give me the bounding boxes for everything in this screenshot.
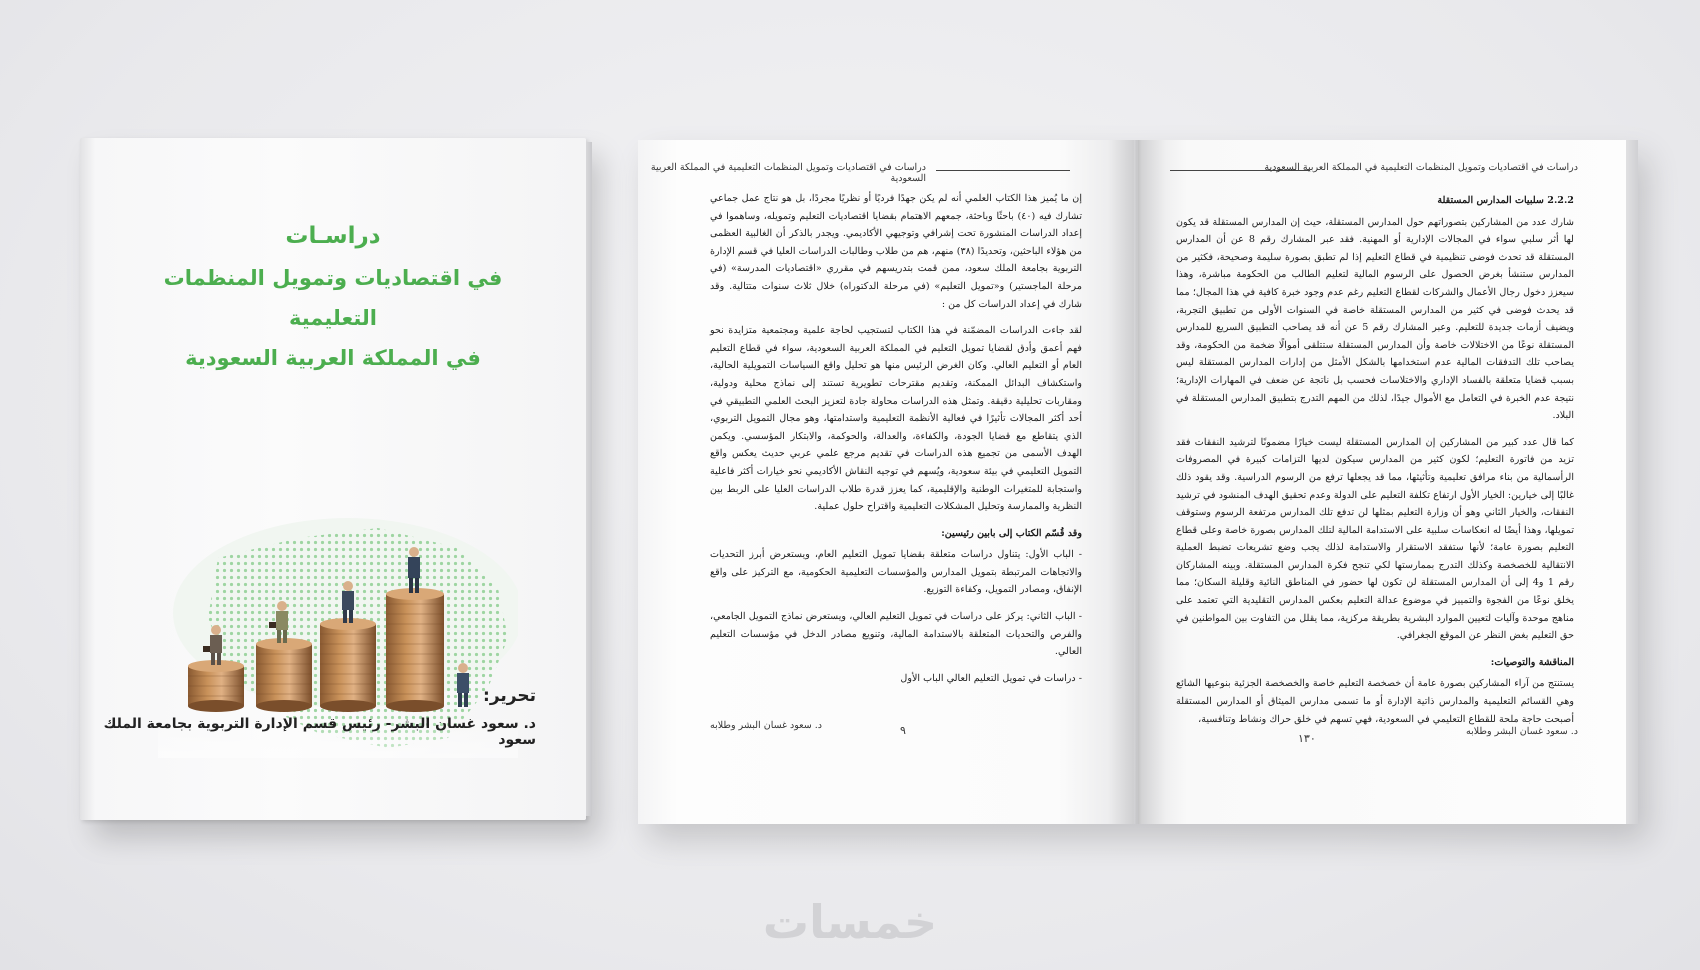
- right-footer-author: د. سعود غسان البشر وطلابه: [1466, 726, 1578, 737]
- section-heading: 2.2.2 سلبيات المدارس المستقلة: [1437, 195, 1574, 206]
- right-paragraph-1: شارك عدد من المشاركين بتصوراتهم حول المدارس المستقلة، حيث إن المدارس المستقلة قد يكون لها أثر سلبي سواء في المجالات الإدارية أو المهنية. فقد عبر المشارك رقم 8 عن أن المدارس المستقلة قد تحدث فوضى تنظيمية في قطاع التعليم إذا لم تطبق بصورة سليمة وصحيحة، فكثير من المدارس ستنشأ بغرض الحصول على الرسوم المالية لتعليم الطالب من الحكومة مباشرة، وهذا سيعزز دخول رجال الأعمال والشركات لقطاع التعليم رغم عدم وجود خبرة كافية في هذا المجال؛ مما قد يحدث فوضى في كثير من المدارس المستقلة خاصة في السنوات الأولى من تطبيق التجربة، ويضيف أزمات جديدة للتعليم. وعبر المشارك رقم 5 عن أنه قد يصاحب التطبيق السريع للمدارس المستقلة نوعًا من الاختلالات خاصة وأن المدارس المستقلة ستتلقى أموالًا ضخمة من الحكومة، وقد يصاحب تلك التدفقات المالية عدم استخدامها بالشكل الأمثل من إدارات المدارس المستقلة ليس بسبب قضايا متعلقة بالفساد الإداري والاختلاسات فحسب بل ناتجة عن ضعف في المهارات الإدارية؛ نتيجة عدم الخبرة في التعامل مع الأموال جيدًا، لذلك من المهم التدرج بتطبيق المدارس المستقلة في البلاد.: [1176, 216, 1575, 422]
- book-gutter: [1108, 140, 1166, 824]
- open-book: [638, 140, 1638, 824]
- watermark-logo: خمسات: [762, 895, 938, 949]
- right-page-number: ١٣٠: [1298, 732, 1316, 745]
- page-stack-edge: [1626, 140, 1638, 824]
- discussion-heading: المناقشة والتوصيات:: [1490, 656, 1574, 668]
- right-closing-paragraph: يستنتج من آراء المشاركين بصورة عامة أن خصخصة التعليم خاصة والخصخصة الجزئية بنوعيها الشائع وهي القسائم التعليمية والمدارس ذاتية الإدارة أو ما تسمى مدارس الميثاق أو المدارس المستقلة أصبحت حاجة ملحة للقطاع التعليمي في السعودية، فهي تسهم في خلق حراك ونشاط وتنافسية،: [1176, 678, 1574, 725]
- editor-name: د. سعود غسان البشر- رئيس قسم الإدارة التربوية بجامعة الملك سعود: [103, 716, 536, 748]
- left-footer-author: د. سعود غسان البشر وطلابه: [710, 720, 822, 731]
- bullet-part-1: - الباب الأول: يتناول دراسات متعلقة بقضايا تمويل التعليم العام، ويستعرض أبرز التحديات والاتجاهات المرتبطة بتمويل المدارس والمؤسسات التعليمية الحكومية، مع التركيز على واقع الإنفاق، ومصادر التمويل، وكفاءة التوزيع.: [710, 549, 1082, 596]
- bullet-part-3: - دراسات في تمويل التعليم العالي الباب الأول: [900, 672, 1082, 684]
- book-cover-edge: [586, 142, 592, 816]
- left-paragraph-2: لقد جاءت الدراسات المضمّنة في هذا الكتاب لتستجيب لحاجة علمية ومجتمعية متزايدة نحو فهم أعمق وأدق لقضايا تمويل التعليم في المملكة العربية السعودية، سواء في قطاع التعليم العام أو التعليم العالي. وكان الغرض الرئيس منها هو تحليل واقع السياسات التمويلية الحالية، واستكشاف البدائل الممكنة، وتقديم مقترحات تطويرية تستند إلى نماذج محلية ودولية، ومقاربات تحليلية دقيقة. وتمثل هذه الدراسات محاولة جادة لتعزيز البحث العلمي التطبيقي في أحد أكثر المجالات تأثيرًا في فعالية الأنظمة التعليمية واستدامتها، وهو مجال التمويل التربوي، الذي يتقاطع مع قضايا الجودة، والكفاءة، والعدالة، والحوكمة، والابتكار المؤسسي. ويكمن الهدف الأسمى من تجميع هذه الدراسات في تقديم مرجع علمي عربي حديث يعكس واقع التمويل التعليمي في بيئة سعودية، ويُسهم في توجيه النقاش الأكاديمي نحو خيارات أكثر فاعلية واستجابة للمتغيرات الوطنية والإقليمية، كما يعزز قدرة طلاب الدراسات العليا على الربط بين النظرية والممارسة وتحليل المشكلات التعليمية واقتراح حلول عملية.: [710, 325, 1082, 513]
- left-page: [638, 140, 1134, 824]
- cover-title-line-1: دراسـات: [285, 223, 381, 249]
- right-running-header: دراسات في اقتصاديات وتمويل المنظمات التعليمية في المملكة العربية السعودية: [1264, 162, 1578, 173]
- left-page-number: ٩: [900, 724, 906, 737]
- left-running-header: دراسات في اقتصاديات وتمويل المنظمات التعليمية في المملكة العربية السعودية: [650, 162, 926, 184]
- right-paragraph-2: كما قال عدد كبير من المشاركين إن المدارس المستقلة ليست خيارًا مضمونًا لترشيد النفقات فقد تزيد من فاتورة التعليم؛ لكون كثير من المدارس سيكون لديها التزامات كبيرة في المصروفات الرأسمالية من بناء مرافق تعليمية وتأثيثها، مما قد يجعلها ترفع من الرسوم الدراسية. وقد يقود ذلك غالبًا إلى خيارين: الخيار الأول ارتفاع تكلفة التعليم على الدولة وعدم تحقيق الهدف المنشود في ترشيد النفقات، والخيار الثاني وهو أن وزارة التعليم بمثلها لن تدفع تلك المدارس مرتفعة الرسوم وستوقف تمويلها، وهذا أيضًا له انعكاسات سلبية على الاستدامة المالية لتلك المدارس بصورة خاصة وعلى قطاع التعليم بصورة عامة؛ لأنها ستفقد الاستقرار والاستدامة لذلك يجب وضع تشريعات تضبط العملية الانتقالية للخصخصة وكذلك التدرج بممارستها لكي تنجح فكرة المدارس المستقلة. وبينه المشاركان رقم 1 و4 إلى أن المدارس المستقلة لن تكون لها حضور في المناطق النائية وقليلة السكان؛ مما يخلق نوعًا من الفجوة والتمييز في موضوع عدالة التعليم بعكس المدارس التقليدية التي تعتمد على مناهج موحدة وآليات لتعيين الموارد البشرية بطريقة مركزية، مما يقلل من التفاوت بين المواطنين في حق التعليم بغض النظر عن الموقع الجغرافي.: [1176, 436, 1575, 642]
- cover-title: [120, 214, 546, 378]
- book-cover: [80, 138, 586, 820]
- editor-block: [80, 686, 536, 748]
- cover-title-line-2: في اقتصاديات وتمويل المنظمات التعليمية: [163, 266, 503, 330]
- cover-title-line-3: في المملكة العربية السعودية: [185, 346, 481, 370]
- right-page-body: [1176, 192, 1574, 737]
- right-page: [1138, 140, 1626, 824]
- left-paragraph-1: إن ما يُميز هذا الكتاب العلمي أنه لم يكن جهدًا فرديًا أو نظريًا مجردًا، بل هو نتاج عمل جماعي تشارك فيه (٤٠) باحثًا وباحثة، جمعهم الاهتمام بقضايا اقتصاديات التعليم وتمويله، وساهموا في إعداد الدراسات المنشورة تحت إشرافي وتوجيهي الأكاديمي. ويجدر بالذكر أن الغالبية العظمى من هؤلاء الباحثين، وتحديدًا (٣٨) منهم، هم من طلاب وطالبات الدراسات العليا في قسم الإدارة التربوية بجامعة الملك سعود، ممن قمت بتدريسهم في مقرري «اقتصاديات المدرسة» (في مرحلة الماجستير) و«تمويل التعليم» (في مرحلة الدكتوراه) خلال ثلاث سنوات متتالية. وقد شارك في إعداد الدراسات كل من :: [710, 193, 1082, 310]
- bullet-part-2: - الباب الثاني: يركز على دراسات في تمويل التعليم العالي، ويستعرض نماذج التمويل الجامعي، والفرص والتحديات المتعلقة بالاستدامة المالية، وتنويع مصادر الدخل في مؤسسات التعليم العالي.: [710, 611, 1082, 658]
- divisions-heading: وقد قُسّم الكتاب إلى بابين رئيسين:: [941, 527, 1082, 539]
- left-header-rule: [936, 170, 1070, 171]
- left-page-body: [710, 190, 1082, 696]
- editor-label: تحرير:: [483, 686, 536, 706]
